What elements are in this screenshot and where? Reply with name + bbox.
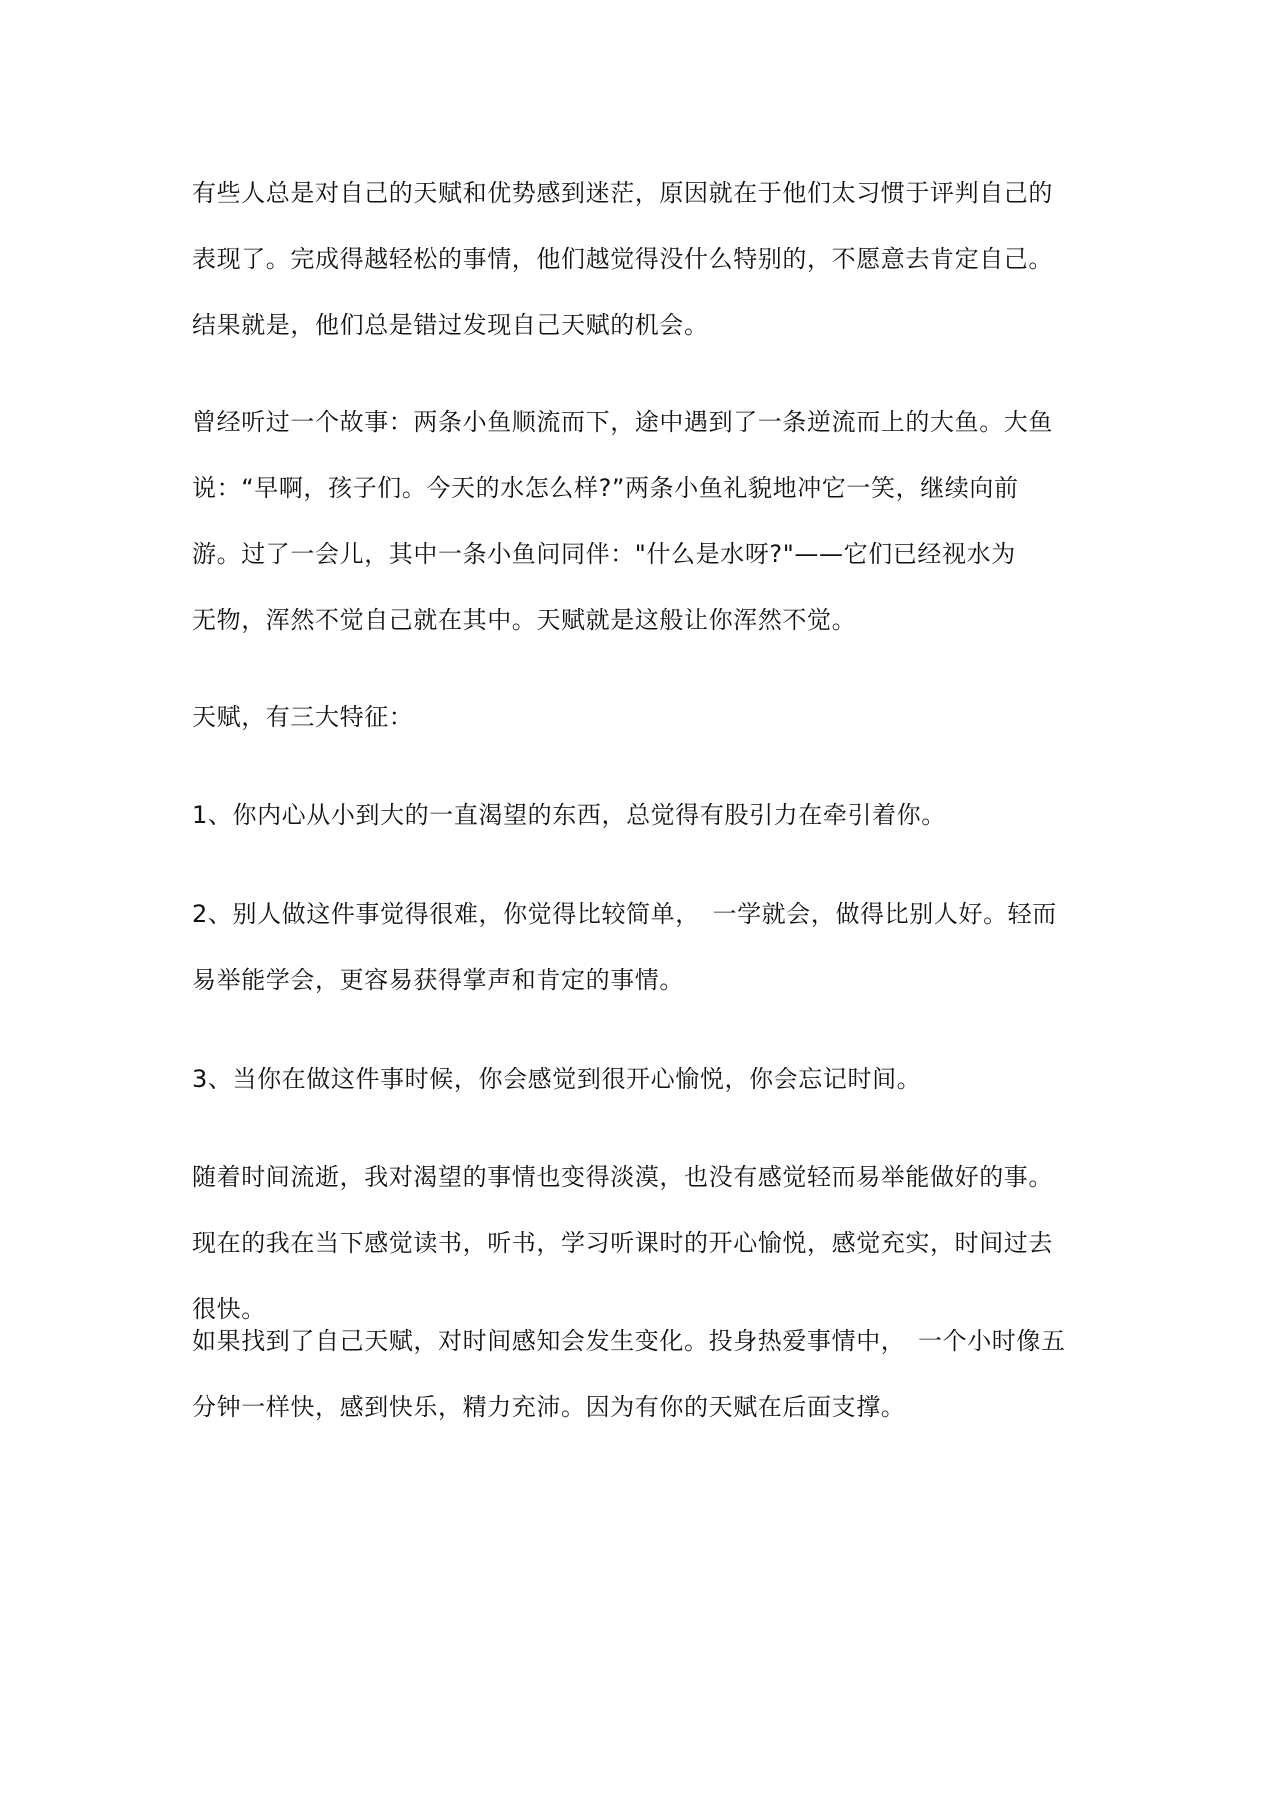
text-line: 现在的我在当下感觉读书，听书，学习听课时的开心愉悦，感觉充实，时间过去 [192,1229,1053,1257]
text-line: 游。过了一会儿，其中一条小鱼问同伴："什么是水呀?"——它们已经视水为 [192,540,1016,568]
text-line: 1、你内心从小到大的一直渴望的东西，总觉得有股引力在牵引着你。 [192,801,946,829]
text-line: 表现了。完成得越轻松的事情，他们越觉得没什么特别的，不愿意去肯定自己。 [192,245,1053,273]
paragraph-conclusion [192,1308,1092,1440]
text-line: 分钟一样快，感到快乐，精力充沛。因为有你的天赋在后面支撑。 [192,1393,906,1421]
paragraph-trait-1 [192,782,1092,848]
text-line: 2、别人做这件事觉得很难，你觉得比较简单， 一学就会，做得比别人好。轻而 [192,900,1057,928]
text-line: 有些人总是对自己的天赋和优势感到迷茫，原因就在于他们太习惯于评判自己的 [192,179,1053,207]
text-line: 无物，浑然不觉自己就在其中。天赋就是这般让你浑然不觉。 [192,606,857,634]
text-line: 曾经听过一个故事：两条小鱼顺流而下，途中遇到了一条逆流而上的大鱼。大鱼 [192,408,1053,436]
paragraph-trait-2 [192,881,1092,1013]
text-line: 随着时间流逝，我对渴望的事情也变得淡漠，也没有感觉轻而易举能做好的事。 [192,1163,1053,1191]
text-line: 3、当你在做这件事时候，你会感觉到很开心愉悦，你会忘记时间。 [192,1065,922,1093]
text-line: 说：“早啊，孩子们。今天的水怎么样?”两条小鱼礼貌地冲它一笑，继续向前 [192,474,1019,502]
text-line: 很快。 [192,1295,266,1323]
paragraph-fish-story [192,389,1092,653]
text-line: 易举能学会，更容易获得掌声和肯定的事情。 [192,966,684,994]
paragraph-intro [192,160,1092,358]
paragraph-trait-3 [192,1046,1092,1112]
text-line: 天赋，有三大特征： [192,703,414,731]
text-line: 如果找到了自己天赋，对时间感知会发生变化。投身热爱事情中， 一个小时像五 [192,1327,1066,1355]
text-line: 结果就是，他们总是错过发现自己天赋的机会。 [192,311,709,339]
paragraph-traits-heading [192,684,1092,750]
